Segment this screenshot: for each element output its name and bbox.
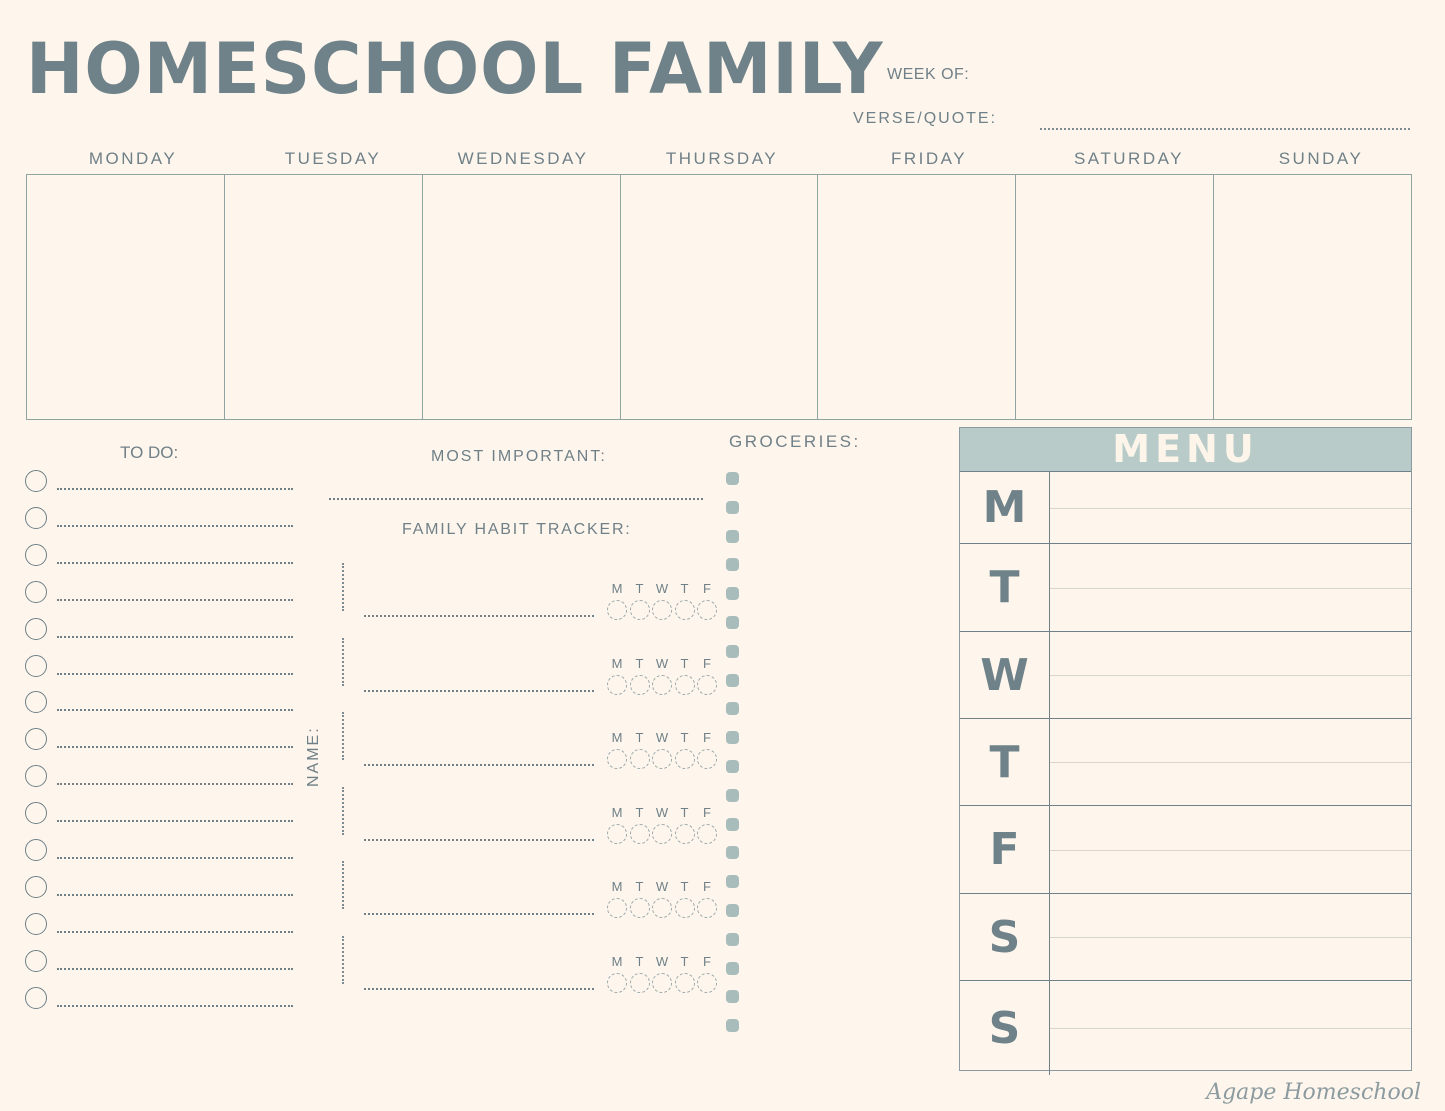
habit-row xyxy=(340,712,720,767)
checkbox-circle-icon[interactable] xyxy=(25,765,47,787)
habit-check-circle-icon[interactable] xyxy=(697,824,717,844)
day-label-friday: FRIDAY xyxy=(890,149,968,168)
habit-day xyxy=(696,581,718,620)
habit-day-letter: W xyxy=(655,730,669,745)
checkbox-circle-icon[interactable] xyxy=(25,802,47,824)
habit-line[interactable] xyxy=(364,913,594,915)
habit-check-circle-icon[interactable] xyxy=(697,973,717,993)
todo-line[interactable] xyxy=(57,857,293,859)
habit-day-letter: W xyxy=(655,953,669,969)
habit-day xyxy=(629,954,651,993)
menu-divider xyxy=(1050,937,1411,938)
most-important-label: MOST IMPORTANT: xyxy=(431,448,607,465)
grocery-bullet-icon xyxy=(726,530,739,543)
todo-item xyxy=(25,691,295,717)
day-cell-sunday[interactable] xyxy=(1214,175,1411,419)
habit-name-line[interactable] xyxy=(342,861,344,909)
todo-line[interactable] xyxy=(57,488,293,490)
todo-item xyxy=(25,839,295,865)
menu-title: MENU xyxy=(960,428,1411,471)
checkbox-circle-icon[interactable] xyxy=(25,987,47,1009)
habit-day-letter: F xyxy=(703,953,711,969)
checkbox-circle-icon[interactable] xyxy=(25,470,47,492)
day-cell-tuesday[interactable] xyxy=(225,175,423,419)
menu-day-letter: T xyxy=(960,544,1050,631)
habit-day-letter: T xyxy=(635,879,644,894)
todo-line[interactable] xyxy=(57,783,293,785)
grocery-bullet-icon xyxy=(726,962,739,975)
day-label-monday: MONDAY xyxy=(88,149,178,168)
menu-day-letter: W xyxy=(960,632,1050,718)
checkbox-circle-icon[interactable] xyxy=(25,950,47,972)
habit-day-letter: F xyxy=(703,730,711,745)
habit-row xyxy=(340,861,720,916)
grocery-bullet-icon xyxy=(726,990,739,1003)
habit-day-letter: M xyxy=(611,730,623,745)
habit-day xyxy=(696,656,718,695)
menu-row xyxy=(960,718,1411,805)
menu-entry-area[interactable] xyxy=(1050,806,1411,893)
habit-check-circle-icon[interactable] xyxy=(607,675,627,695)
menu-entry-area[interactable] xyxy=(1050,894,1411,980)
todo-line[interactable] xyxy=(57,746,293,748)
checkbox-circle-icon[interactable] xyxy=(25,691,47,713)
checkbox-circle-icon[interactable] xyxy=(25,839,47,861)
grocery-bullet-icon xyxy=(726,846,739,859)
habit-row xyxy=(340,787,720,842)
todo-item xyxy=(25,655,295,681)
menu-rows xyxy=(960,471,1411,1075)
weekly-calendar-grid xyxy=(26,174,1412,420)
habit-day xyxy=(674,730,696,769)
verse-quote-label: VERSE/QUOTE: xyxy=(853,110,998,127)
todo-line[interactable] xyxy=(57,525,293,527)
todo-item xyxy=(25,507,295,533)
grocery-bullet-icon xyxy=(726,702,739,715)
menu-divider xyxy=(1050,850,1411,851)
menu-entry-area[interactable] xyxy=(1050,981,1411,1075)
menu-entry-area[interactable] xyxy=(1050,719,1411,805)
todo-line[interactable] xyxy=(57,599,293,601)
habit-row xyxy=(340,638,720,693)
checkbox-circle-icon[interactable] xyxy=(25,507,47,529)
habit-day xyxy=(674,805,696,844)
todo-item xyxy=(25,802,295,828)
day-cell-thursday[interactable] xyxy=(621,175,819,419)
habit-day-letter: M xyxy=(611,581,623,596)
todo-line[interactable] xyxy=(57,709,293,711)
habit-tracker-label: FAMILY HABIT TRACKER: xyxy=(402,521,632,538)
name-label: NAME: xyxy=(305,726,322,787)
habit-check-circle-icon[interactable] xyxy=(652,675,672,695)
groceries-label: GROCERIES: xyxy=(729,432,861,451)
habit-day xyxy=(629,581,651,620)
todo-item xyxy=(25,913,295,939)
day-label-tuesday: TUESDAY xyxy=(284,149,382,168)
habit-line[interactable] xyxy=(364,690,594,692)
habit-name-line[interactable] xyxy=(342,712,344,760)
todo-item xyxy=(25,765,295,791)
habit-check-circle-icon[interactable] xyxy=(652,824,672,844)
habit-day-letter: F xyxy=(703,804,711,820)
habit-day xyxy=(651,730,673,769)
grocery-bullet-icon xyxy=(726,904,739,917)
habit-day-letter: T xyxy=(680,804,689,820)
day-cell-saturday[interactable] xyxy=(1016,175,1214,419)
habit-day xyxy=(606,805,628,844)
todo-line[interactable] xyxy=(57,673,293,675)
day-cell-friday[interactable] xyxy=(818,175,1016,419)
habit-check-circle-icon[interactable] xyxy=(675,675,695,695)
todo-item xyxy=(25,987,295,1013)
habit-day xyxy=(629,879,651,918)
habit-check-circle-icon[interactable] xyxy=(675,824,695,844)
checkbox-circle-icon[interactable] xyxy=(25,728,47,750)
habit-day-letter: T xyxy=(680,879,689,894)
habit-day xyxy=(674,656,696,695)
page-title: HOMESCHOOL FAMILY xyxy=(26,28,884,110)
todo-item xyxy=(25,618,295,644)
habit-weekdays xyxy=(606,954,718,993)
checkbox-circle-icon[interactable] xyxy=(25,913,47,935)
habit-check-circle-icon[interactable] xyxy=(607,973,627,993)
todo-line[interactable] xyxy=(57,894,293,896)
habit-weekdays xyxy=(606,730,718,769)
grocery-bullet-icon xyxy=(726,933,739,946)
grocery-bullet-icon xyxy=(726,587,739,600)
habit-day-letter: F xyxy=(703,879,711,894)
checkbox-circle-icon[interactable] xyxy=(25,876,47,898)
habit-name-line[interactable] xyxy=(342,638,344,686)
todo-item xyxy=(25,544,295,570)
menu-day-letter: S xyxy=(960,894,1050,980)
habit-day-letter: M xyxy=(611,655,623,671)
habit-check-circle-icon[interactable] xyxy=(630,898,650,918)
habit-check-circle-icon[interactable] xyxy=(675,600,695,620)
checkbox-circle-icon[interactable] xyxy=(25,544,47,566)
habit-check-circle-icon[interactable] xyxy=(607,824,627,844)
todo-line[interactable] xyxy=(57,636,293,638)
day-cell-wednesday[interactable] xyxy=(423,175,621,419)
habit-weekdays xyxy=(606,879,718,918)
menu-row xyxy=(960,805,1411,893)
habit-check-circle-icon[interactable] xyxy=(652,749,672,769)
habit-day xyxy=(674,581,696,620)
habit-weekdays xyxy=(606,805,718,844)
habit-day xyxy=(696,954,718,993)
checkbox-circle-icon[interactable] xyxy=(25,655,47,677)
grocery-bullet-icon xyxy=(726,558,739,571)
menu-divider xyxy=(1050,675,1411,676)
menu-entry-area[interactable] xyxy=(1050,544,1411,631)
habit-day-letter: W xyxy=(655,581,669,596)
habit-day xyxy=(606,581,628,620)
habit-check-circle-icon[interactable] xyxy=(652,600,672,620)
todo-item xyxy=(25,728,295,754)
habit-day xyxy=(629,730,651,769)
menu-divider xyxy=(1050,588,1411,589)
habit-day xyxy=(696,805,718,844)
menu-divider xyxy=(1050,1028,1411,1029)
habit-check-circle-icon[interactable] xyxy=(607,749,627,769)
brand-signature: Agape Homeschool xyxy=(1206,1080,1421,1105)
grocery-bullet-icon xyxy=(726,789,739,802)
habit-day-letter: M xyxy=(611,879,623,894)
grocery-bullet-icon xyxy=(726,731,739,744)
habit-day xyxy=(696,879,718,918)
menu-row xyxy=(960,543,1411,631)
habit-day-letter: M xyxy=(611,804,623,820)
habit-check-circle-icon[interactable] xyxy=(630,973,650,993)
todo-item xyxy=(25,950,295,976)
todo-line[interactable] xyxy=(57,968,293,970)
habit-day-letter: T xyxy=(680,953,689,969)
habit-check-circle-icon[interactable] xyxy=(697,898,717,918)
habit-day-letter: W xyxy=(655,879,669,894)
menu-entry-area[interactable] xyxy=(1050,472,1411,543)
habit-check-circle-icon[interactable] xyxy=(630,824,650,844)
todo-item xyxy=(25,876,295,902)
menu-divider xyxy=(1050,508,1411,509)
habit-check-circle-icon[interactable] xyxy=(652,973,672,993)
todo-line[interactable] xyxy=(57,1005,293,1007)
habit-day xyxy=(651,879,673,918)
habit-day xyxy=(651,581,673,620)
habit-name-line[interactable] xyxy=(342,563,344,611)
habit-day xyxy=(651,805,673,844)
habit-day xyxy=(674,954,696,993)
habit-day xyxy=(606,656,628,695)
habit-check-circle-icon[interactable] xyxy=(697,675,717,695)
habit-day-letter: T xyxy=(680,730,689,745)
most-important-line[interactable] xyxy=(329,498,703,500)
habit-day-letter: T xyxy=(635,953,644,969)
habit-day-letter: T xyxy=(635,581,644,596)
habit-weekdays xyxy=(606,581,718,620)
habit-row xyxy=(340,563,720,618)
menu-row xyxy=(960,980,1411,1075)
habit-day-letter: F xyxy=(703,655,711,671)
habit-day xyxy=(696,730,718,769)
todo-line[interactable] xyxy=(57,931,293,933)
habit-check-circle-icon[interactable] xyxy=(630,600,650,620)
habit-check-circle-icon[interactable] xyxy=(630,749,650,769)
habit-day xyxy=(629,656,651,695)
habit-check-circle-icon[interactable] xyxy=(675,749,695,769)
habit-day-letter: T xyxy=(680,581,689,596)
grocery-bullet-icon xyxy=(726,1019,739,1032)
checkbox-circle-icon[interactable] xyxy=(25,618,47,640)
habit-day-letter: W xyxy=(655,804,669,820)
menu-day-letter: T xyxy=(960,719,1050,805)
habit-day xyxy=(606,879,628,918)
grocery-bullet-icon xyxy=(726,616,739,629)
day-label-wednesday: WEDNESDAY xyxy=(457,149,589,168)
menu-day-letter: S xyxy=(960,981,1050,1075)
menu-entry-area[interactable] xyxy=(1050,632,1411,718)
menu-day-letter: F xyxy=(960,806,1050,893)
habit-check-circle-icon[interactable] xyxy=(675,973,695,993)
todo-item xyxy=(25,581,295,607)
todo-label: TO DO: xyxy=(120,443,179,462)
grocery-bullet-icon xyxy=(726,501,739,514)
habit-row xyxy=(340,936,720,991)
habit-check-circle-icon[interactable] xyxy=(607,898,627,918)
habit-day xyxy=(651,954,673,993)
habit-day-letter: M xyxy=(611,953,623,969)
grocery-bullet-icon xyxy=(726,674,739,687)
todo-line[interactable] xyxy=(57,562,293,564)
habit-day xyxy=(606,730,628,769)
habit-name-line[interactable] xyxy=(342,787,344,835)
habit-line[interactable] xyxy=(364,764,594,766)
habit-line[interactable] xyxy=(364,988,594,990)
habit-check-circle-icon[interactable] xyxy=(697,749,717,769)
habit-line[interactable] xyxy=(364,615,594,617)
habit-day xyxy=(674,879,696,918)
grocery-bullet-icon xyxy=(726,645,739,658)
menu-panel xyxy=(959,427,1412,1071)
habit-day-letter: T xyxy=(635,730,644,745)
habit-check-circle-icon[interactable] xyxy=(652,898,672,918)
habit-name-line[interactable] xyxy=(342,936,344,984)
todo-line[interactable] xyxy=(57,820,293,822)
habit-day xyxy=(629,805,651,844)
habit-check-circle-icon[interactable] xyxy=(607,600,627,620)
habit-weekdays xyxy=(606,656,718,695)
grocery-bullet-icon xyxy=(726,760,739,773)
day-label-saturday: SATURDAY xyxy=(1073,149,1185,168)
day-cell-monday[interactable] xyxy=(27,175,225,419)
habit-day-letter: T xyxy=(680,655,689,671)
day-label-thursday: THURSDAY xyxy=(665,149,779,168)
grocery-bullet-icon xyxy=(726,875,739,888)
grocery-bullet-icon xyxy=(726,818,739,831)
habit-day xyxy=(606,954,628,993)
habit-check-circle-icon[interactable] xyxy=(675,898,695,918)
habit-day-letter: T xyxy=(635,655,644,671)
habit-check-circle-icon[interactable] xyxy=(697,600,717,620)
habit-day-letter: T xyxy=(635,804,644,820)
habit-day-letter: W xyxy=(655,655,669,671)
verse-quote-line[interactable] xyxy=(1040,128,1410,130)
menu-row xyxy=(960,471,1411,543)
day-label-sunday: SUNDAY xyxy=(1278,149,1364,168)
habit-check-circle-icon[interactable] xyxy=(630,675,650,695)
checkbox-circle-icon[interactable] xyxy=(25,581,47,603)
menu-day-letter: M xyxy=(960,472,1050,543)
menu-divider xyxy=(1050,762,1411,763)
week-of-label: WEEK OF: xyxy=(887,66,970,83)
grocery-bullet-icon xyxy=(726,472,739,485)
todo-item xyxy=(25,470,295,496)
habit-day-letter: F xyxy=(703,581,711,596)
habit-day xyxy=(651,656,673,695)
menu-row xyxy=(960,631,1411,718)
menu-row xyxy=(960,893,1411,980)
habit-line[interactable] xyxy=(364,839,594,841)
